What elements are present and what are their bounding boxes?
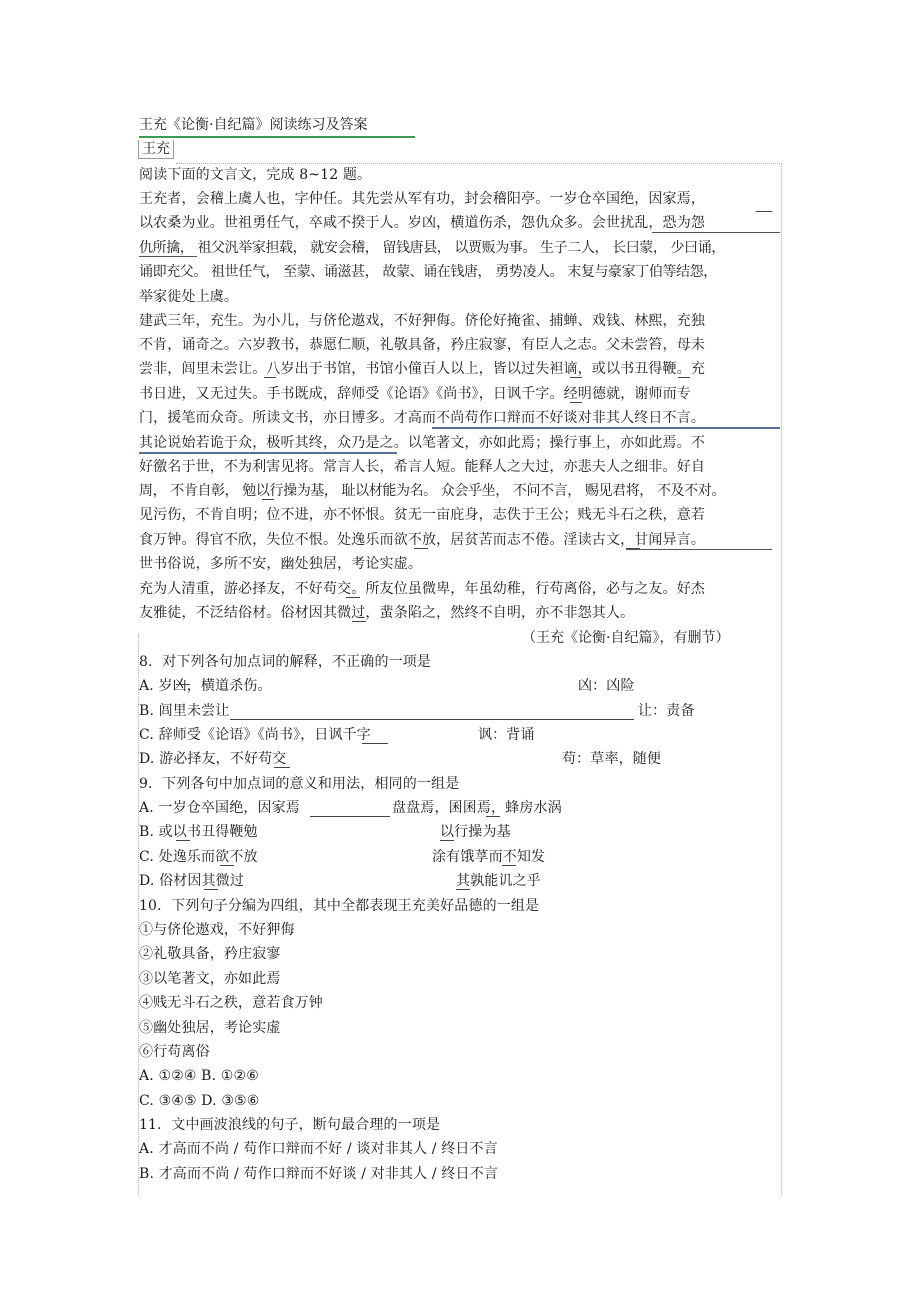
source-citation: （王充《论衡·自纪篇》，有删节） (522, 630, 730, 646)
q10-options-ab: A. ①②④ B. ①②⑥ (139, 1068, 259, 1084)
dotted-word-mark (264, 377, 276, 378)
dotted-word-mark (362, 743, 388, 744)
q11-option-a: A. 才高而不尚 / 苟作口辩而不好 / 谈对非其人 / 终日不言 (139, 1141, 498, 1157)
q8-option-b: B. 闾里未尝让 (139, 703, 230, 719)
q8-option-b-gloss: 让：责备 (638, 703, 695, 719)
passage-line-5: 举家徙处上虞。 (139, 289, 239, 305)
dotted-word-mark (352, 621, 366, 622)
passage-line-9: 书日进，又无过失。手书既成，辞师受《论语》《尚书》，日讽千字。经明德就，谢师而专 (139, 386, 691, 402)
q9-option-c: C. 处逸乐而欲不放 (139, 849, 258, 865)
q9-option-a: A. 一岁仓卒国绝，因家焉 (139, 800, 300, 816)
answer-blank-line (310, 816, 390, 817)
dotted-word-mark (440, 840, 454, 841)
q8-option-d-gloss: 苟：草率，随便 (562, 751, 662, 767)
dotted-word-mark (220, 865, 234, 866)
passage-line-1: 王充者，会稽上虞人也，字仲任。其先尝从军有功，封会稽阳亭。一岁仓卒国绝，因家焉， (139, 191, 705, 207)
q10-item-5: ⑤幽处独居，考论实虚 (139, 1020, 281, 1036)
q9-option-b-pair: 以行操为基 (440, 824, 511, 840)
frame-border-top (176, 163, 782, 164)
dotted-word-mark (274, 767, 290, 768)
passage-line-12: 好徼名于世，不为利害见将。常言人长，希言人短。能释人之大过，亦悲夫人之细非。好自 (139, 459, 705, 475)
dotted-word-mark (204, 889, 218, 890)
q8-option-a: A. 岁凶，横道杀伤。 (139, 678, 272, 694)
dotted-word-mark (570, 402, 582, 403)
passage-line-6: 建武三年，充生。为小儿，与侪伦遨戏，不好狎侮。侪伦好掩雀、捕蝉、戏钱、林熙，充独 (139, 313, 705, 329)
q9-option-b: B. 或以书丑得鞭勉 (139, 824, 258, 840)
passage-line-16: 世书俗说，多所不安，幽处独居，考论实虚。 (139, 556, 422, 572)
dotted-word-mark (176, 840, 190, 841)
passage-line-8: 尝非，闾里未尝让。八岁出于书馆，书馆小僮百人以上，皆以过失袒谪，或以书丑得鞭。充 (139, 361, 705, 377)
dotted-word-mark (502, 865, 516, 866)
q10-item-6: ⑥行苟离俗 (139, 1044, 210, 1060)
q8-option-a-gloss: 凶：凶险 (578, 678, 635, 694)
dotted-word-mark (414, 548, 428, 549)
instruction-line: 阅读下面的文言文，完成 8~12 题。 (139, 167, 372, 183)
q10-options-cd: C. ③④⑤ D. ③⑤⑥ (139, 1093, 260, 1109)
passage-line-2: 以农桑为业。世祖勇任气，卒咸不揆于人。岁凶，横道伤杀，怨仇众多。会世扰乱，恐为怨 (139, 215, 705, 231)
dotted-word-mark (346, 597, 360, 598)
q10-item-1: ①与侪伦遨戏，不好狎侮 (139, 922, 295, 938)
passage-line-3: 仇所擒， 祖父汎举家担载， 就安会稽， 留钱唐县， 以贾贩为事。 生子二人， 长曰蒙， 少曰诵， (139, 240, 725, 256)
q9-option-c-pair: 涂有饿莩而不知发 (432, 849, 546, 865)
q10-stem: 10．下列句子分编为四组，其中全都表现王充美好品德的一组是 (139, 898, 540, 914)
q9-option-d-pair: 其孰能讥之乎 (456, 873, 541, 889)
q9-option-d: D. 俗材因其微过 (139, 873, 244, 889)
passage-line-10: 门，援笔而众奇。所读文书，亦日博多。才高而不尚苟作口辩而不好谈对非其人终日不言。 (139, 410, 705, 426)
q9-stem: 9．下列各句中加点词的意义和用法，相同的一组是 (139, 776, 460, 792)
author-name: 王充 (138, 140, 174, 159)
dotted-word-mark (486, 816, 500, 817)
document-title: 王充《论衡·自纪篇》阅读练习及答案 (139, 116, 415, 138)
q9-option-a-pair: 盘盘焉，囷囷焉，蜂房水涡 (392, 800, 562, 816)
q10-item-3: ③以笔著文，亦如此焉 (139, 971, 281, 987)
q8-option-c-gloss: 讽：背诵 (478, 727, 535, 743)
passage-line-18: 友雅徒，不泛结俗材。俗材因其微过，蜚条陷之，然终不自明，亦不非怨其人。 (139, 605, 635, 621)
passage-line-13: 周， 不肯自彰， 勉以行操为基， 耻以材能为名。 众会乎坐， 不问不言， 赐见君将， 不及不对。 (139, 483, 725, 499)
q8-option-d: D. 游必择友，不好苟交 (139, 751, 287, 767)
q10-item-4: ④贱无斗石之秩，意若食万钟 (139, 995, 323, 1011)
passage-line-11: 其论说始若诡于众，极听其终，众乃是之。以笔著文，亦如此焉；操行事上，亦如此焉。不 (139, 435, 705, 451)
q11-stem: 11．文中画波浪线的句子，断句最合理的一项是 (139, 1117, 441, 1133)
wavy-line-mark (432, 424, 780, 429)
dotted-word-mark (456, 889, 470, 890)
q8-stem: 8．对下列各句加点词的解释，不正确的一项是 (139, 654, 432, 670)
dotted-word-mark (176, 684, 190, 685)
answer-blank-line (230, 719, 634, 720)
dotted-word-mark (262, 499, 274, 500)
q10-item-2: ②礼敬具备，矜庄寂寥 (139, 946, 281, 962)
q11-option-b: B. 才高而不尚 / 苟作口辩而不好谈 / 对非其人 / 终日不言 (139, 1166, 498, 1182)
passage-line-14: 见污伤，不肯自明；位不进，亦不怀恨。贫无一亩庇身，志佚于王公；贱无斗石之秩，意若 (139, 507, 705, 523)
underline-mark (756, 211, 772, 212)
passage-line-4: 诵即充父。 祖世任气， 至蒙、诵滋甚， 故蒙、诵在钱唐， 勇势凌人。 末复与豪家丁伯等结怨， (139, 264, 717, 280)
passage-line-7: 不肯，诵奇之。六岁教书，恭愿仁顺，礼敬具备，矜庄寂寥，有臣人之志。父未尝笞，母未 (139, 337, 705, 353)
underline-mark (626, 549, 772, 550)
frame-border-right (781, 163, 782, 1195)
dotted-word-mark (678, 377, 690, 378)
passage-line-17: 充为人清重，游必择友，不好苟交。所友位虽微卑，年虽幼稚，行苟离俗，必与之友。好杰 (139, 581, 705, 597)
dotted-word-mark (570, 377, 582, 378)
underline-mark (139, 256, 197, 257)
underline-mark (652, 232, 780, 233)
q8-option-c: C. 辞师受《论语》《尚书》，日讽千字 (139, 727, 371, 743)
wavy-line-mark (139, 449, 397, 454)
passage-line-15: 食万钟。得官不欣，失位不恨。处逸乐而欲不放，居贫苦而志不倦。淫读古文，甘闻异言。 (139, 532, 705, 548)
